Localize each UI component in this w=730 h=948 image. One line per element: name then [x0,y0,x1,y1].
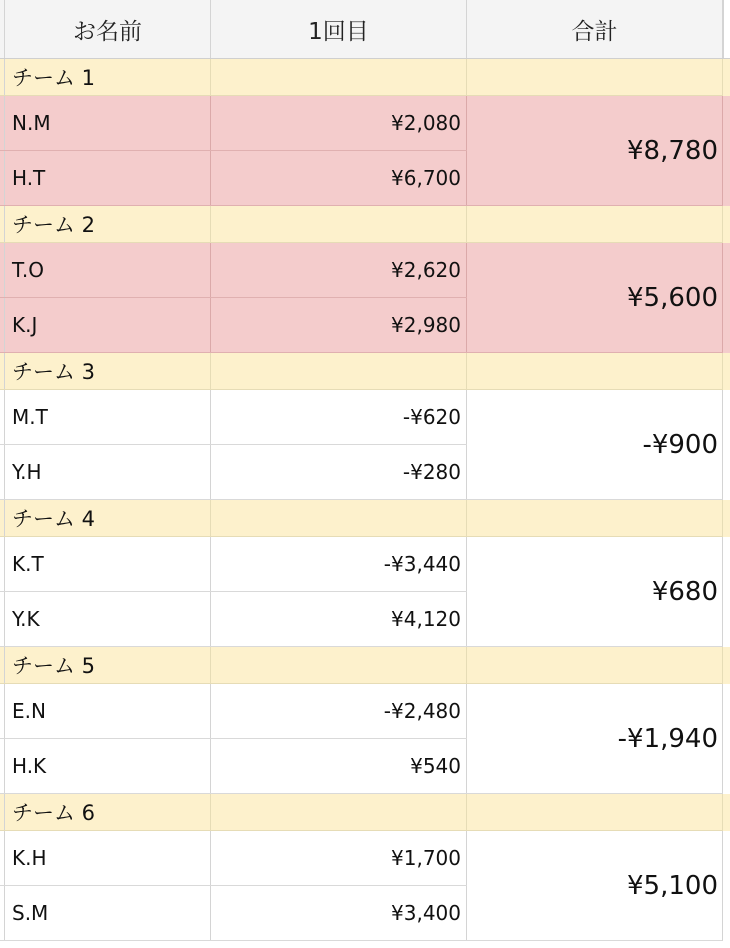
team-total-amount[interactable]: ¥8,780 [467,96,723,206]
team-label[interactable]: チーム 5 [4,647,211,683]
member-round1-amount[interactable]: ¥6,700 [211,151,467,205]
member-name[interactable]: M.T [4,390,211,444]
next-column-cell[interactable] [723,684,730,794]
next-column-cell[interactable] [723,206,730,244]
team-row [0,206,730,243]
header-row [0,0,730,59]
member-round1-amount[interactable]: ¥2,980 [211,298,467,352]
team-total-amount[interactable]: -¥900 [467,390,723,500]
header-total[interactable]: 合計 [467,0,723,58]
member-name[interactable]: H.K [4,739,211,793]
member-round1-amount[interactable]: ¥540 [211,739,467,793]
team-total-cell[interactable] [467,647,723,683]
team-label[interactable]: チーム 4 [4,500,211,536]
member-name[interactable]: T.O [4,243,211,297]
member-round1-amount[interactable]: -¥3,440 [211,537,467,591]
team-label[interactable]: チーム 3 [4,353,211,389]
team-round1-cell[interactable] [211,500,467,536]
next-column-cell[interactable] [723,390,730,500]
member-name[interactable]: K.H [4,831,211,885]
member-name[interactable]: Y.K [4,592,211,646]
header-round1[interactable]: 1回目 [211,0,467,58]
member-name[interactable]: H.T [4,151,211,205]
member-name[interactable]: K.T [4,537,211,591]
member-round1-amount[interactable]: ¥2,620 [211,243,467,297]
team-round1-cell[interactable] [211,647,467,683]
next-column-cell[interactable] [723,831,730,941]
team-label[interactable]: チーム 1 [4,59,211,95]
team-total-cell[interactable] [467,59,723,95]
team-label[interactable]: チーム 2 [4,206,211,242]
team-round1-cell[interactable] [211,794,467,830]
next-column-cell[interactable] [723,537,730,647]
member-name[interactable]: E.N [4,684,211,738]
team-row [0,794,730,831]
member-round1-amount[interactable]: ¥1,700 [211,831,467,885]
team-total-cell[interactable] [467,353,723,389]
next-column-cell[interactable] [723,794,730,832]
team-row [0,500,730,537]
member-round1-amount[interactable]: -¥2,480 [211,684,467,738]
team-total-cell[interactable] [467,794,723,830]
team-row [0,647,730,684]
member-name[interactable]: K.J [4,298,211,352]
team-total-amount[interactable]: ¥680 [467,537,723,647]
next-column-cell[interactable] [723,243,730,353]
next-column-cell[interactable] [723,353,730,391]
member-name[interactable]: N.M [4,96,211,150]
member-name[interactable]: S.M [4,886,211,940]
next-column-cell[interactable] [723,59,730,97]
member-round1-amount[interactable]: ¥2,080 [211,96,467,150]
team-round1-cell[interactable] [211,353,467,389]
team-total-amount[interactable]: ¥5,600 [467,243,723,353]
team-row [0,59,730,96]
header-name[interactable]: お名前 [4,0,211,58]
team-total-amount[interactable]: ¥5,100 [467,831,723,941]
member-round1-amount[interactable]: ¥3,400 [211,886,467,940]
member-name[interactable]: Y.H [4,445,211,499]
member-round1-amount[interactable]: ¥4,120 [211,592,467,646]
next-column-cell[interactable] [723,500,730,538]
team-row [0,353,730,390]
member-round1-amount[interactable]: -¥620 [211,390,467,444]
header-next-column[interactable] [723,0,730,58]
next-column-cell[interactable] [723,647,730,685]
team-total-cell[interactable] [467,206,723,242]
team-round1-cell[interactable] [211,59,467,95]
next-column-cell[interactable] [723,96,730,206]
member-round1-amount[interactable]: -¥280 [211,445,467,499]
team-round1-cell[interactable] [211,206,467,242]
team-total-cell[interactable] [467,500,723,536]
team-total-amount[interactable]: -¥1,940 [467,684,723,794]
team-label[interactable]: チーム 6 [4,794,211,830]
